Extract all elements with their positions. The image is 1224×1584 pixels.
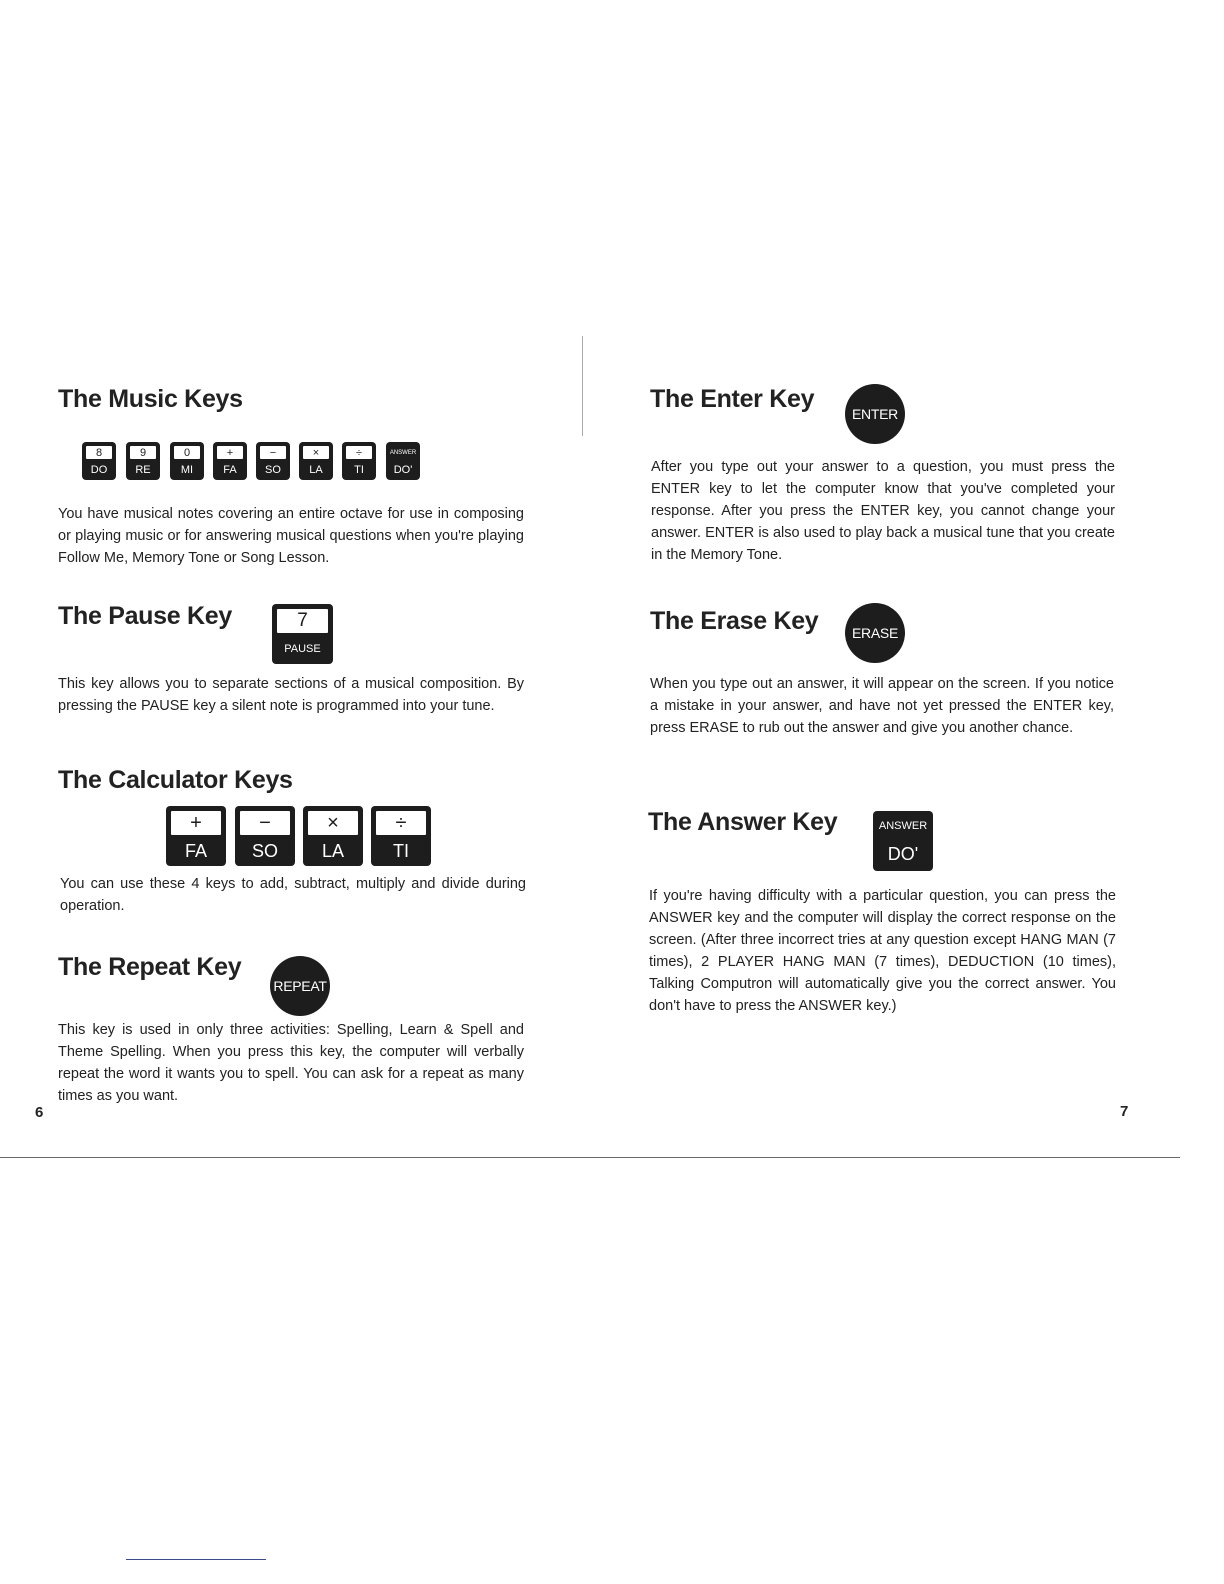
bottom-rule <box>0 1157 1180 1158</box>
calculator-keys-title: The Calculator Keys <box>58 766 293 794</box>
key-note-label: MI <box>180 464 194 476</box>
music-keys-body: You have musical notes covering an entire octave for use in composing or playing music or for answering musical questions when you're playing Follow Me, Memory Tone or Song Lesson. <box>58 506 524 566</box>
enter-key-body: After you type out your answer to a question, you must press the ENTER key to let the computer know that you've completed your response. After you press the ENTER key, you cannot change your answer. ENTER is also used to play back a musical tune that you create in the Memory Tone. <box>651 459 1115 563</box>
repeat-key-icon: REPEAT <box>270 956 330 1016</box>
music-key-fa <box>213 442 247 480</box>
key-note-label: SO <box>265 464 281 476</box>
key-top-label: 8 <box>85 445 113 460</box>
key-note-label: FA <box>223 464 237 476</box>
erase-key-icon: ERASE <box>845 603 905 663</box>
calculator-key-divide <box>371 806 431 866</box>
calculator-key-multiply <box>303 806 363 866</box>
key-top-label: ÷ <box>375 810 427 836</box>
music-key-answer-do <box>386 442 420 480</box>
key-top-label: × <box>302 445 330 460</box>
key-note-label: TI <box>393 840 409 861</box>
key-top-label: ANSWER <box>389 449 417 456</box>
key-note-label: TI <box>354 464 364 476</box>
key-top-label: 7 <box>276 608 329 634</box>
page-number-right: 7 <box>1120 1103 1129 1120</box>
key-note-label: LA <box>309 464 323 476</box>
key-top-label: − <box>259 445 287 460</box>
erase-key-title: The Erase Key <box>650 607 819 635</box>
music-key-la <box>299 442 333 480</box>
enter-key-title: The Enter Key <box>650 385 815 413</box>
pause-key-icon <box>272 604 333 664</box>
key-note-label: RE <box>135 464 151 476</box>
key-note-label: SO <box>251 840 278 861</box>
answer-key-icon <box>873 811 933 871</box>
repeat-key-body: This key is used in only three activities: Spelling, Learn & Spell and Theme Spelling. When you press this key, the computer will verbally repeat the word it wants you to spell. You can ask for a repeat as many times as you want. <box>58 1022 524 1104</box>
key-top-label: ÷ <box>345 445 373 460</box>
key-note-label: DO <box>90 464 108 476</box>
calculator-keys-body: You can use these 4 keys to add, subtract, multiply and divide during operation. <box>60 876 526 914</box>
music-keys-title: The Music Keys <box>58 385 243 413</box>
key-top-label: + <box>170 810 222 836</box>
key-note-label: PAUSE <box>284 643 321 655</box>
music-key-do <box>82 442 116 480</box>
calculator-key-minus <box>235 806 295 866</box>
key-note-label: DO' <box>393 464 413 476</box>
key-top-label: 9 <box>129 445 157 460</box>
enter-key-icon: ENTER <box>845 384 905 444</box>
page-number-left: 6 <box>35 1104 44 1121</box>
footer-rule <box>126 1559 266 1560</box>
erase-key-body: When you type out an answer, it will appear on the screen. If you notice a mistake in your answer, and have not yet pressed the ENTER key, press ERASE to rub out the answer and give you another chance. <box>650 676 1114 736</box>
calculator-key-plus <box>166 806 226 866</box>
key-top-label: ANSWER <box>878 820 928 832</box>
answer-key-title: The Answer Key <box>648 808 838 836</box>
key-note-label: FA <box>184 840 207 861</box>
music-key-re <box>126 442 160 480</box>
music-key-mi <box>170 442 204 480</box>
key-top-label: 0 <box>173 445 201 460</box>
key-top-label: × <box>307 810 359 836</box>
pause-key-title: The Pause Key <box>58 602 232 630</box>
key-note-label: DO' <box>887 843 919 864</box>
key-note-label: LA <box>321 840 345 861</box>
pause-key-body: This key allows you to separate sections of a musical composition. By pressing the PAUSE key a silent note is programmed into your tune. <box>58 676 524 714</box>
key-top-label: + <box>216 445 244 460</box>
answer-key-body: If you're having difficulty with a particular question, you can press the ANSWER key and the computer will display the correct response on the screen. (After three incorrect tries at any question except HANG MAN (7 times), 2 PLAYER HANG MAN (7 times), DEDUCTION (10 times), Talking Computron will automatically give you the correct answer. You don't have to press the ANSWER key.) <box>649 888 1116 1014</box>
music-key-so <box>256 442 290 480</box>
center-fold-line <box>582 336 583 436</box>
repeat-key-title: The Repeat Key <box>58 953 242 981</box>
music-key-ti <box>342 442 376 480</box>
key-top-label: − <box>239 810 291 836</box>
